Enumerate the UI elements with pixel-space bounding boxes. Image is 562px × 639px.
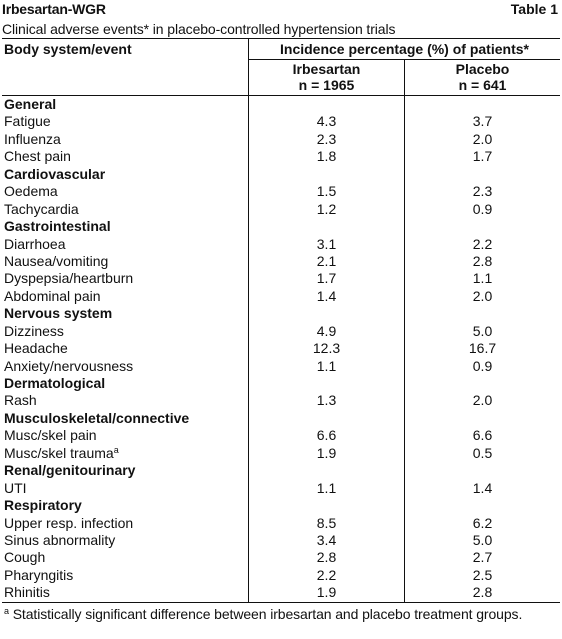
row-label-text: Cough (4, 549, 46, 566)
irbesartan-value: 1.8 (248, 148, 404, 165)
table-row (2, 131, 560, 148)
table-row (2, 183, 560, 200)
placebo-value: 2.0 (404, 392, 560, 409)
irbesartan-name: Irbesartan (292, 61, 361, 77)
irbesartan-value: 1.7 (248, 270, 404, 287)
irbesartan-n: n = 1965 (298, 77, 355, 93)
table-body (2, 96, 560, 602)
irbesartan-value: 4.9 (248, 323, 404, 340)
group-header-row (2, 462, 560, 479)
footnote-ref: a (113, 444, 119, 455)
placebo-value (404, 96, 560, 113)
header-row-1 (2, 39, 560, 59)
footnote (2, 603, 560, 622)
body-system-label (2, 410, 248, 427)
event-label (2, 584, 248, 601)
drug-title: Irbesartan-WGR (2, 1, 106, 17)
placebo-value: 5.0 (404, 532, 560, 549)
irbesartan-value: 2.2 (248, 567, 404, 584)
row-label-text: Oedema (4, 183, 58, 200)
row-label-text: Chest pain (4, 148, 71, 165)
group-header-row (2, 96, 560, 113)
irbesartan-value (248, 218, 404, 235)
body-system-label (2, 375, 248, 392)
placebo-value: 0.5 (404, 445, 560, 462)
placebo-value: 3.7 (404, 113, 560, 130)
footnote-text: Statistically significant difference between irbesartan and placebo treatment groups. (8, 605, 523, 622)
header-spacer (2, 59, 248, 95)
event-label (2, 340, 248, 357)
irbesartan-value: 1.4 (248, 288, 404, 305)
event-label (2, 183, 248, 200)
table-row (2, 445, 560, 462)
table-row (2, 340, 560, 357)
body-system-label (2, 166, 248, 183)
incidence-header: Incidence percentage (%) of patients* (248, 39, 560, 60)
event-label (2, 515, 248, 532)
group-header-row (2, 218, 560, 235)
placebo-value: 16.7 (404, 340, 560, 357)
row-label-text: Fatigue (4, 113, 51, 130)
placebo-value (404, 218, 560, 235)
table-row (2, 532, 560, 549)
event-label (2, 236, 248, 253)
irbesartan-value: 12.3 (248, 340, 404, 357)
irbesartan-value: 1.5 (248, 183, 404, 200)
event-label (2, 253, 248, 270)
placebo-value: 2.5 (404, 567, 560, 584)
event-label (2, 480, 248, 497)
row-label-text: Rhinitis (4, 584, 50, 601)
placebo-value: 2.8 (404, 584, 560, 601)
row-label-text: Influenza (4, 130, 61, 147)
irbesartan-value (248, 410, 404, 427)
header-row-2 (2, 59, 560, 95)
irbesartan-value: 2.8 (248, 549, 404, 566)
irbesartan-value: 1.9 (248, 445, 404, 462)
table-row (2, 270, 560, 287)
table-row (2, 253, 560, 270)
body-system-label (2, 497, 248, 514)
placebo-value (404, 462, 560, 479)
table-title-row (2, 0, 560, 20)
irbesartan-value: 1.2 (248, 201, 404, 218)
row-label-text: Dyspepsia/heartburn (4, 270, 134, 287)
placebo-value: 6.6 (404, 427, 560, 444)
row-label-text: Headache (4, 340, 68, 357)
row-label-text: Anxiety/nervousness (4, 357, 134, 374)
placebo-value: 0.9 (404, 201, 560, 218)
row-label-text: Diarrhoea (4, 235, 66, 252)
row-label-text: Cardiovascular (4, 165, 106, 182)
table-row (2, 480, 560, 497)
event-label (2, 288, 248, 305)
row-label-text: Dermatological (4, 375, 106, 391)
placebo-value: 2.7 (404, 549, 560, 566)
table-row (2, 201, 560, 218)
irbesartan-value (248, 166, 404, 183)
placebo-column-header (404, 59, 560, 95)
placebo-value (404, 375, 560, 392)
placebo-value (404, 410, 560, 427)
table-row (2, 148, 560, 165)
body-system-label (2, 218, 248, 235)
irbesartan-value: 1.1 (248, 358, 404, 375)
table-number: Table 1 (510, 1, 558, 17)
table-row (2, 323, 560, 340)
irbesartan-value (248, 305, 404, 322)
irbesartan-column-header (248, 59, 404, 95)
event-label (2, 131, 248, 148)
event-label (2, 201, 248, 218)
placebo-value (404, 305, 560, 322)
table-row (2, 236, 560, 253)
row-label-text: Respiratory (4, 497, 82, 514)
table-row (2, 515, 560, 532)
placebo-value: 5.0 (404, 323, 560, 340)
table-row (2, 288, 560, 305)
placebo-n: n = 641 (458, 77, 507, 93)
event-label (2, 567, 248, 584)
irbesartan-value: 8.5 (248, 515, 404, 532)
irbesartan-value: 6.6 (248, 427, 404, 444)
irbesartan-value: 1.3 (248, 392, 404, 409)
row-label-text: Renal/genitourinary (4, 462, 136, 479)
table-row (2, 549, 560, 566)
placebo-value: 0.9 (404, 358, 560, 375)
group-header-row (2, 410, 560, 427)
row-label-text: Musc/skel trauma (4, 444, 114, 461)
placebo-value: 1.7 (404, 148, 560, 165)
row-label-text: Tachycardia (4, 200, 79, 217)
placebo-value: 2.0 (404, 131, 560, 148)
event-label (2, 323, 248, 340)
event-label (2, 358, 248, 375)
event-label (2, 113, 248, 130)
placebo-value (404, 497, 560, 514)
table-caption: Clinical adverse events* in placebo-controlled hypertension trials (2, 21, 396, 37)
irbesartan-value: 3.4 (248, 532, 404, 549)
table-row (2, 567, 560, 584)
body-system-label (2, 462, 248, 479)
row-label-text: UTI (4, 479, 27, 496)
body-system-header: Body system/event (4, 41, 132, 57)
irbesartan-value: 1.1 (248, 480, 404, 497)
placebo-value: 2.8 (404, 253, 560, 270)
irbesartan-value: 1.9 (248, 584, 404, 601)
table-row (2, 358, 560, 375)
placebo-value (404, 166, 560, 183)
irbesartan-value: 3.1 (248, 236, 404, 253)
placebo-value: 2.3 (404, 183, 560, 200)
event-label (2, 427, 248, 444)
table-row (2, 113, 560, 130)
placebo-value: 1.1 (404, 270, 560, 287)
table-row (2, 584, 560, 601)
event-label (2, 148, 248, 165)
placebo-name: Placebo (455, 61, 510, 77)
irbesartan-value: 2.3 (248, 131, 404, 148)
placebo-value: 1.4 (404, 480, 560, 497)
row-label-text: Upper resp. infection (4, 514, 134, 531)
event-label (2, 270, 248, 287)
placebo-value: 6.2 (404, 515, 560, 532)
row-label-text: Musculoskeletal/connective (4, 409, 190, 426)
row-label-text: Dizziness (4, 322, 64, 339)
placebo-value: 2.0 (404, 288, 560, 305)
row-label-text: Sinus abnormality (4, 531, 116, 548)
placebo-value: 2.2 (404, 236, 560, 253)
row-label-text: Nervous system (4, 305, 113, 322)
event-label (2, 445, 248, 462)
irbesartan-value (248, 462, 404, 479)
group-header-row (2, 166, 560, 183)
row-label-text: Nausea/vomiting (4, 252, 109, 269)
irbesartan-value (248, 375, 404, 392)
event-label (2, 532, 248, 549)
table-row (2, 427, 560, 444)
footnote-mark: a (4, 605, 9, 616)
row-label-text: Rash (4, 392, 37, 409)
group-header-row (2, 497, 560, 514)
event-label (2, 549, 248, 566)
row-label-text: Pharyngitis (4, 566, 74, 583)
irbesartan-value (248, 96, 404, 113)
event-label (2, 392, 248, 409)
irbesartan-value: 4.3 (248, 113, 404, 130)
row-label-text: Abdominal pain (4, 287, 101, 304)
body-system-label (2, 305, 248, 322)
row-label-text: Musc/skel pain (4, 427, 97, 444)
table-row (2, 392, 560, 409)
group-header-row (2, 305, 560, 322)
row-label-text: Gastrointestinal (4, 218, 111, 235)
row-label-text: General (4, 96, 57, 112)
group-header-row (2, 375, 560, 392)
body-system-label (2, 96, 248, 113)
irbesartan-value (248, 497, 404, 514)
irbesartan-value: 2.1 (248, 253, 404, 270)
